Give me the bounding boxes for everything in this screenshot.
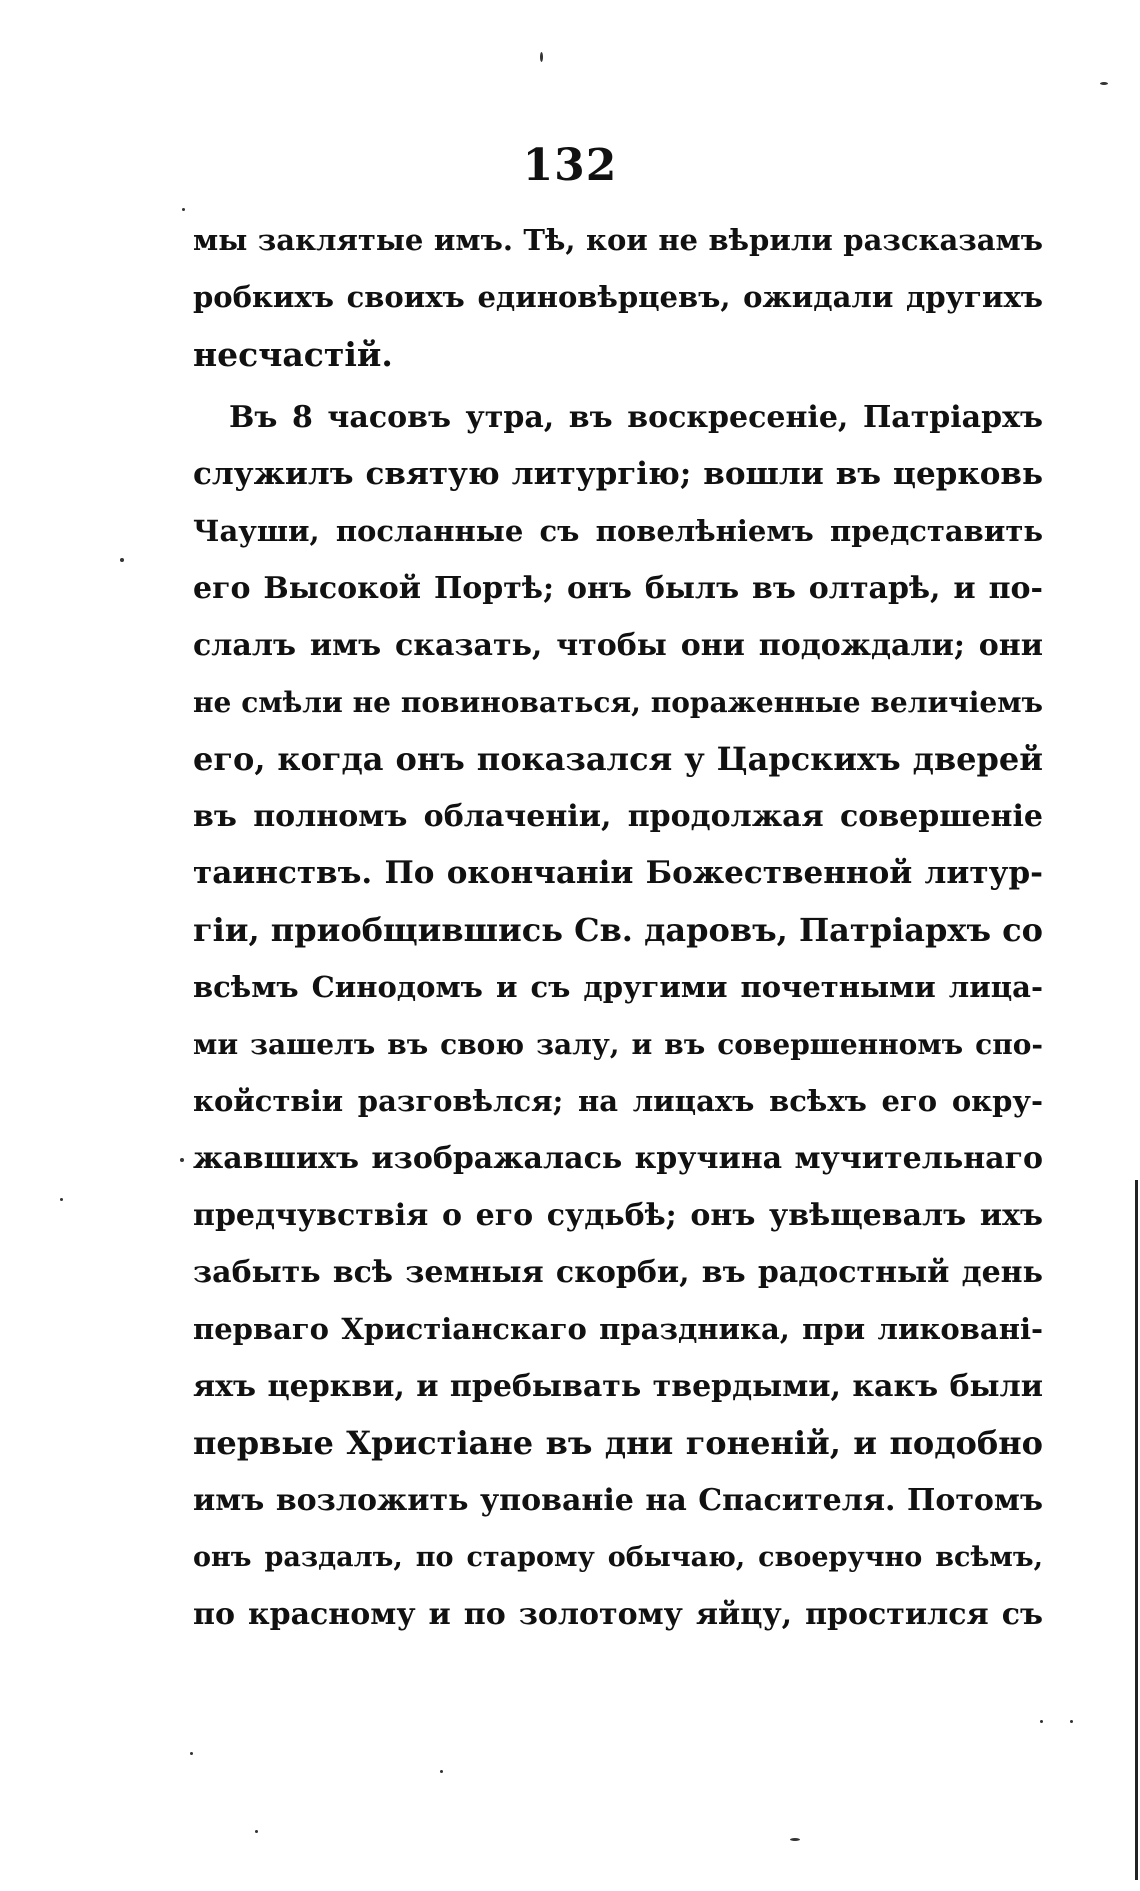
scan-speck [255,1830,258,1833]
text-line: мы заклятые имъ. Тѣ, кои не вѣрили разсказамъ [193,223,1043,257]
text-line: по красному и по золотому яйцу, простился съ [193,1597,1043,1632]
text-line: въ полномъ облаченіи, продолжая совершеніе [193,799,1043,834]
text-line: жавшихъ изображалась кручина мучительнаго [193,1141,1043,1176]
text-line: онъ раздалъ, по старому обычаю, своеручно всѣмъ, [193,1542,1043,1573]
text-line: предчувствія о его судьбѣ; онъ увѣщевалъ ихъ [193,1198,1043,1233]
text-line: забыть всѣ земныя скорби, въ радостный день [193,1255,1043,1290]
scan-speck [182,208,185,211]
scan-speck [440,1770,443,1773]
text-line: не смѣли не повиноваться, пораженные величіемъ [193,686,1043,719]
scan-binding-edge [1135,1180,1138,1880]
text-line: яхъ церкви, и пребывать твердыми, какъ были [193,1369,1043,1404]
text-line: таинствъ. По окончаніи Божественной литур- [193,855,1043,891]
scan-speck [1070,1720,1073,1723]
page-number: 132 [522,140,618,191]
text-line: служилъ святую литургію; вошли въ церковь [193,456,1043,492]
text-line: Въ 8 часовъ утра, въ воскресеніе, Патріархъ [229,400,1043,435]
text-line: несчастій. [193,335,393,374]
text-line: гіи, приобщившись Св. даровъ, Патріархъ со [193,911,1043,949]
text-line: его, когда онъ показался у Царскихъ дверей [193,740,1043,778]
text-line: Чауши, посланные съ повелѣніемъ представить [193,514,1043,548]
scan-speck [1100,82,1108,85]
text-line: слалъ имъ сказать, чтобы они подождали; они [193,628,1043,663]
text-line: робкихъ своихъ единовѣрцевъ, ожидали другихъ [193,280,1043,314]
scan-speck [180,1158,184,1162]
scan-speck [120,558,124,562]
text-line: перваго Христіанскаго праздника, при ликовані- [193,1312,1043,1346]
scan-speck [1040,1720,1043,1723]
scan-speck [790,1838,800,1841]
text-line: имъ возложить упованіе на Спасителя. Потомъ [193,1483,1043,1518]
text-line: первые Христіане въ дни гоненій, и подобно [193,1424,1043,1462]
text-line: всѣмъ Синодомъ и съ другими почетными лица- [193,970,1043,1004]
scan-speck [540,52,543,62]
scan-speck [190,1752,193,1755]
scan-speck [60,1198,63,1201]
text-line: койствіи разговѣлся; на лицахъ всѣхъ его окру- [193,1084,1043,1118]
body-text [193,212,1043,1643]
text-line: его Высокой Портѣ; онъ былъ въ олтарѣ, и по- [193,571,1043,606]
text-line: ми зашелъ въ свою залу, и въ совершенномъ спо- [193,1028,1043,1061]
